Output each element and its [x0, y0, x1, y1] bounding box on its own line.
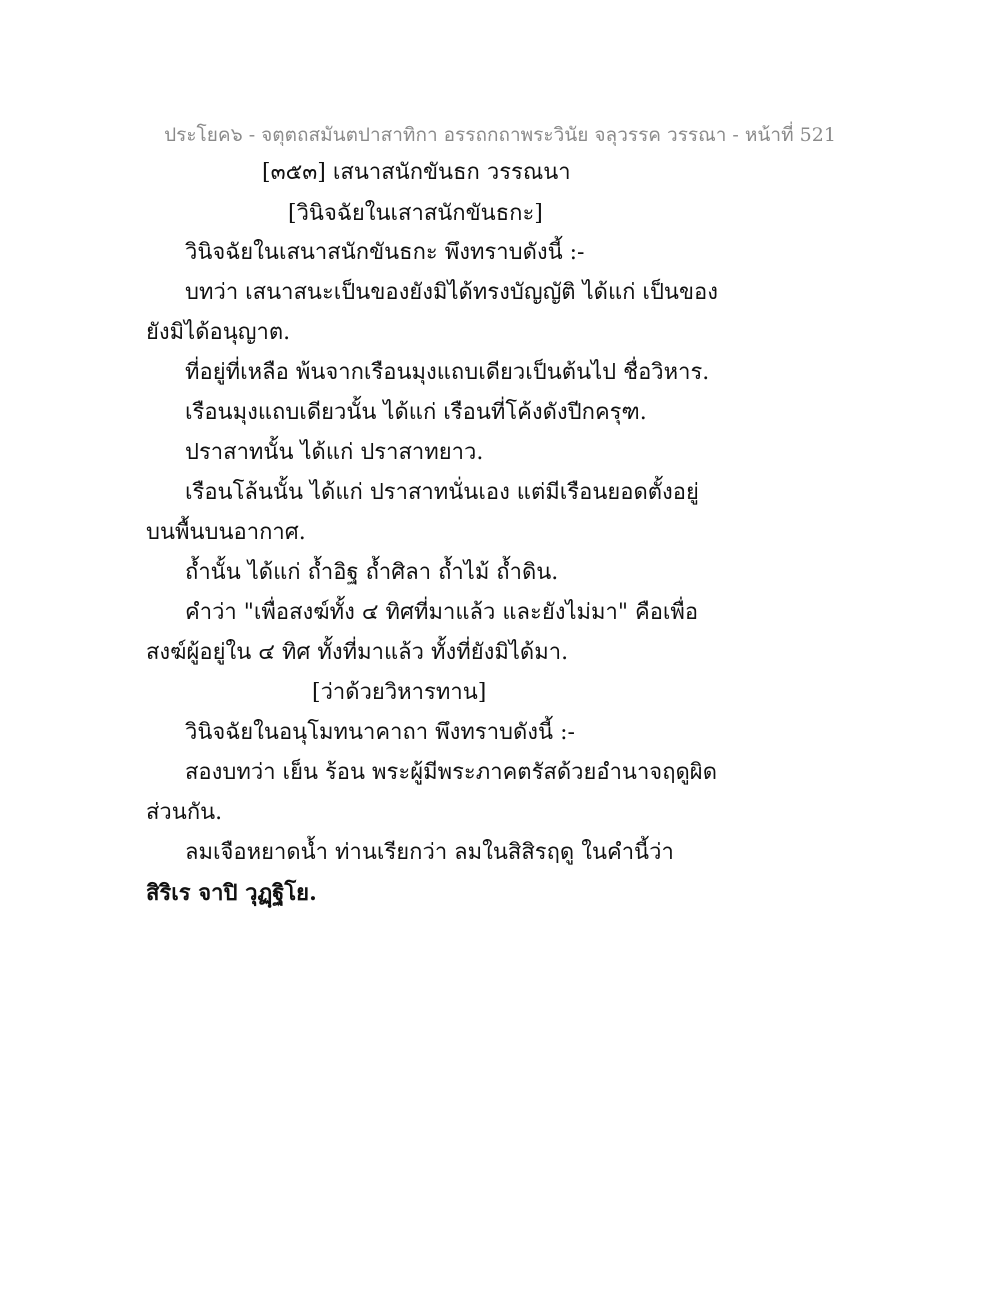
paragraph-line: เรือนมุงแถบเดียวนั้น ได้แก่ เรือนที่โค้งดังปีกครุฑ. [185, 400, 647, 425]
paragraph-line: ถ้ำนั้น ได้แก่ ถ้ำอิฐ ถ้ำศิลา ถ้ำไม้ ถ้ำดิน. [185, 560, 559, 585]
paragraph-line: ปราสาทนั้น ได้แก่ ปราสาทยาว. [185, 440, 484, 465]
paragraph-line: ลมเจือหยาดน้ำ ท่านเรียกว่า ลมในสิสิรฤดู ในคำนี้ว่า [185, 840, 674, 865]
paragraph-line: วินิจฉัยในอนุโมทนาคาถา พึงทราบดังนี้ :- [185, 720, 575, 745]
paragraph-line: ที่อยู่ที่เหลือ พ้นจากเรือนมุงแถบเดียวเป็นต้นไป ชื่อวิหาร. [185, 360, 710, 385]
paragraph-line: ส่วนกัน. [146, 800, 223, 825]
paragraph-line: วินิจฉัยในเสนาสนักขันธกะ พึงทราบดังนี้ :- [185, 240, 585, 265]
paragraph-line: บทว่า เสนาสนะเป็นของยังมิได้ทรงบัญญัติ ได้แก่ เป็นของ [185, 280, 718, 305]
paragraph-line: บนพื้นบนอากาศ. [146, 520, 306, 545]
paragraph-line: สงฆ์ผู้อยู่ใน ๔ ทิศ ทั้งที่มาแล้ว ทั้งที่ยังมิได้มา. [146, 640, 569, 665]
paragraph-line: สองบทว่า เย็น ร้อน พระผู้มีพระภาคตรัสด้วยอำนาจฤดูผิด [185, 760, 717, 785]
paragraph-line: คำว่า "เพื่อสงฆ์ทั้ง ๔ ทิศที่มาแล้ว และยังไม่มา" คือเพื่อ [185, 600, 699, 625]
page-header: ประโยค๖ - จตุตถสมันตปาสาทิกา อรรถกถาพระวินัย จลุวรรค วรรณา - หน้าที่ 521 [164, 124, 836, 146]
paragraph-line: ยังมิได้อนุญาต. [146, 320, 291, 345]
paragraph-line: เรือนโล้นนั้น ได้แก่ ปราสาทนั่นเอง แต่มีเรือนยอดตั้งอยู่ [185, 480, 699, 505]
subsection-title-2: [ว่าด้วยวิหารทาน] [312, 680, 487, 705]
section-title: [๓๕๓] เสนาสนักขันธก วรรณนา [262, 160, 571, 185]
subsection-title: [วินิจฉัยในเสาสนักขันธกะ] [288, 201, 543, 226]
pali-verse: สิริเร จาปิ วุฏฺฐิโย. [146, 880, 317, 906]
